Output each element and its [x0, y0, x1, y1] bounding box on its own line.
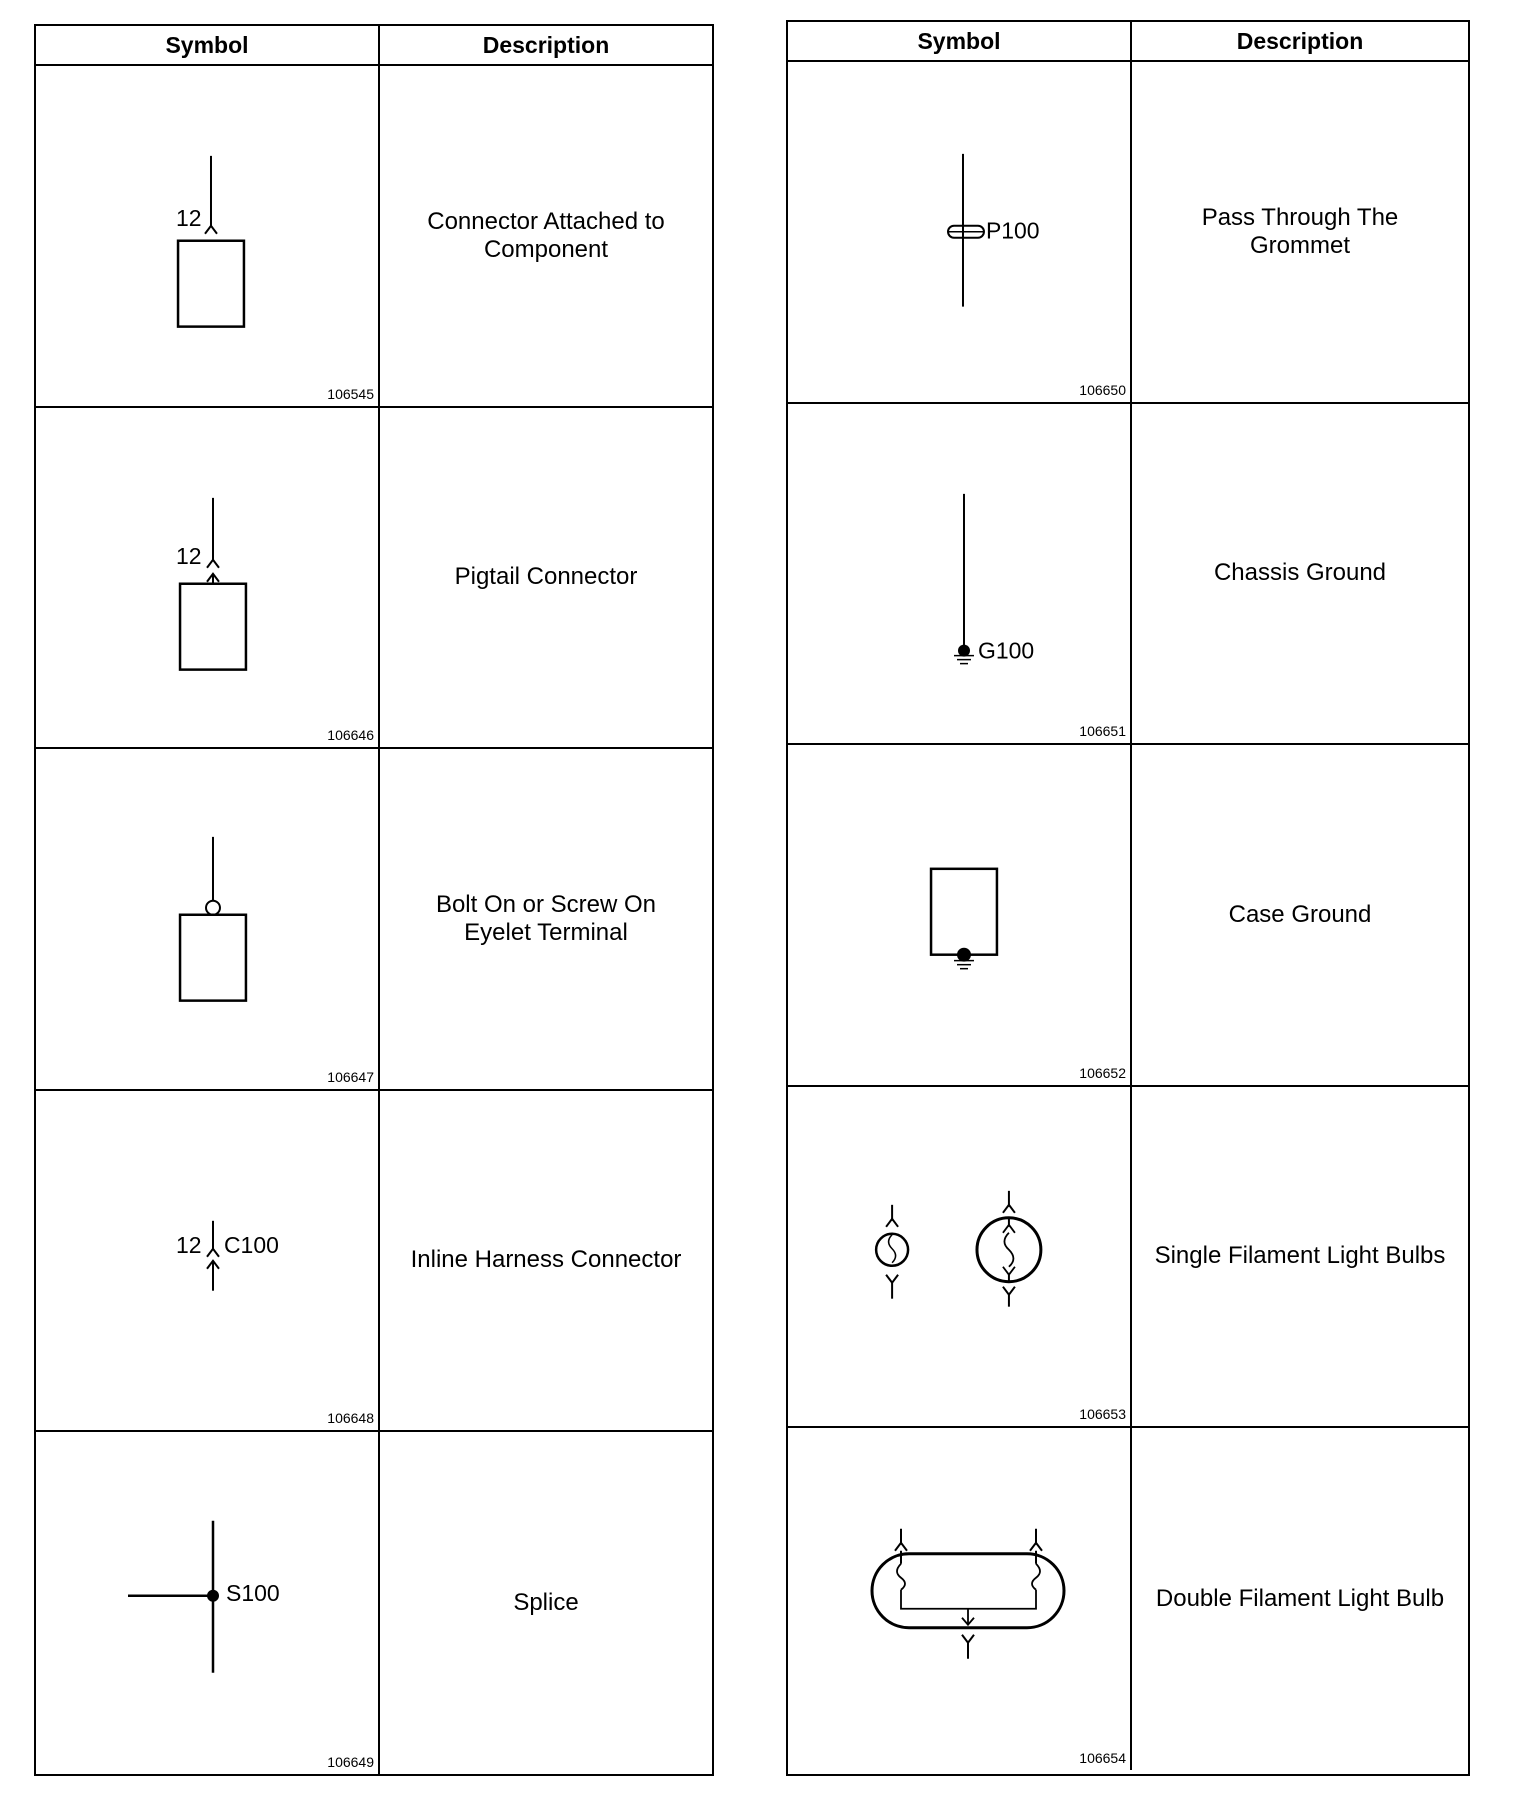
ground-label: G100 — [977, 637, 1035, 664]
description-cell: Bolt On or Screw On Eyelet Terminal — [435, 890, 657, 946]
figure-code: 106652 — [1079, 1064, 1126, 1081]
symbol-cell — [788, 745, 1132, 1085]
figure-code: 106654 — [1079, 1749, 1126, 1766]
symbol-cell — [788, 62, 1132, 402]
figure-code: 106651 — [1079, 723, 1126, 739]
description-cell: Case Ground — [1228, 900, 1372, 928]
grommet-symbol — [788, 62, 1132, 402]
case-ground-symbol — [788, 745, 1132, 1085]
pigtail-connector-symbol — [36, 408, 380, 748]
figure-code: 106650 — [1079, 381, 1126, 398]
table-row — [788, 404, 1468, 746]
header-symbol: Symbol — [788, 22, 1132, 60]
connector-attached-symbol — [36, 66, 380, 406]
chassis-ground-symbol — [788, 404, 1132, 744]
table-header — [36, 26, 712, 66]
table-row — [788, 745, 1468, 1087]
table-row — [788, 1428, 1468, 1770]
description-cell: Splice — [513, 1588, 579, 1616]
table-row — [788, 1087, 1468, 1429]
table-row — [788, 62, 1468, 404]
description-cell: Chassis Ground — [1213, 559, 1387, 587]
symbol-cell — [788, 404, 1132, 744]
grommet-label: P100 — [985, 217, 1040, 244]
figure-code: 106646 — [327, 727, 374, 743]
table-row — [36, 408, 712, 750]
figure-code: 106647 — [327, 1068, 374, 1085]
symbol-cell — [36, 749, 380, 1089]
figure-code: 106653 — [1079, 1406, 1126, 1422]
splice-symbol — [36, 1432, 380, 1774]
right-symbol-table — [786, 20, 1470, 1776]
connector-label: C100 — [223, 1231, 279, 1258]
table-row — [36, 749, 712, 1091]
symbol-cell — [36, 1091, 380, 1431]
description-cell: Single Filament Light Bulbs — [1154, 1242, 1446, 1270]
description-cell: Double Filament Light Bulb — [1155, 1584, 1445, 1612]
table-row — [36, 66, 712, 408]
pin-label: 12 — [176, 542, 202, 569]
table-row — [36, 1432, 712, 1774]
description-cell: Inline Harness Connector — [410, 1246, 682, 1274]
description-cell: Pigtail Connector — [454, 563, 638, 591]
splice-label: S100 — [226, 1579, 280, 1606]
figure-code: 106545 — [327, 385, 374, 402]
eyelet-terminal-symbol — [36, 749, 380, 1089]
table-row — [36, 1091, 712, 1433]
figure-code: 106649 — [327, 1753, 374, 1770]
description-cell: Connector Attached to Component — [427, 207, 665, 263]
inline-harness-connector-symbol — [36, 1091, 380, 1431]
table-header — [788, 22, 1468, 62]
description-cell: Pass Through The Grommet — [1201, 203, 1399, 259]
pin-label: 12 — [176, 204, 202, 231]
double-filament-bulb-symbol — [788, 1428, 1132, 1770]
figure-code: 106648 — [327, 1410, 374, 1426]
symbol-cell — [36, 66, 380, 406]
pin-label: 12 — [176, 1231, 202, 1258]
symbol-cell — [788, 1087, 1132, 1427]
single-filament-bulbs-symbol — [788, 1087, 1132, 1427]
header-description: Description — [1236, 27, 1364, 54]
symbol-cell — [36, 408, 380, 748]
symbol-cell — [788, 1428, 1132, 1770]
left-symbol-table — [34, 24, 714, 1776]
symbol-cell — [36, 1432, 380, 1774]
header-symbol: Symbol — [36, 26, 380, 64]
header-description: Description — [482, 31, 610, 58]
